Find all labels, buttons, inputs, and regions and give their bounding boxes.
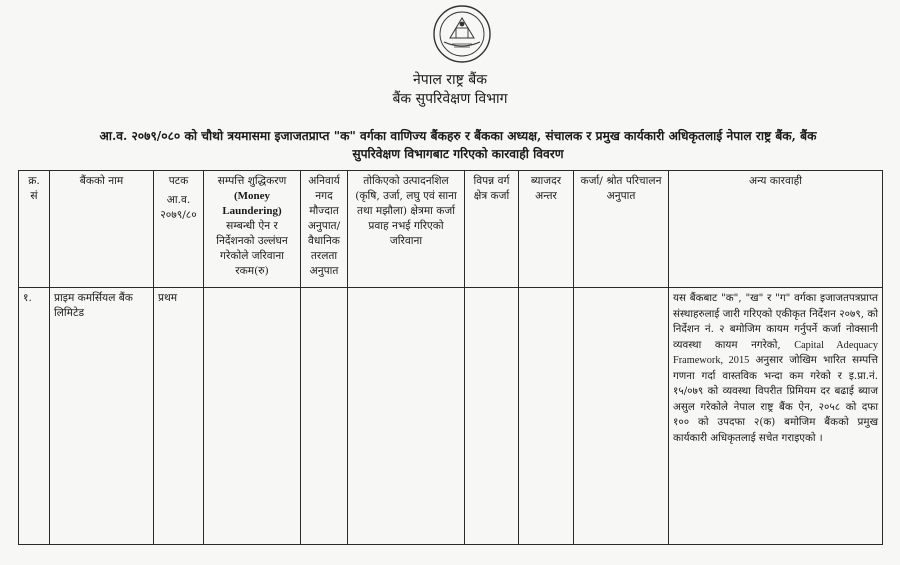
col-header-money-laundering: [204, 171, 301, 288]
col-header-interest-spread: ब्याजदर अन्तर: [519, 171, 574, 288]
cell-cd-ratio: [574, 288, 669, 545]
aml-description: सम्बन्धी ऐन र निर्देशनको उल्लंघन गरेकोले जरिवाना रकम(रु): [216, 220, 288, 277]
col-header-other-action: अन्य कारवाही: [669, 171, 883, 288]
col-header-cd-ratio: कर्जा/ श्रोत परिचालन अनुपात: [574, 171, 669, 288]
aml-title: सम्पत्ति शुद्धिकरण: [217, 175, 287, 187]
cell-sn: १.: [19, 288, 50, 545]
nrb-seal-logo: [432, 4, 492, 64]
cell-aml: [204, 288, 301, 545]
col-header-period: [154, 171, 204, 288]
col-header-sn: क्र. सं: [19, 171, 50, 288]
col-header-bank-name: बैंकको नाम: [50, 171, 154, 288]
org-name: नेपाल राष्ट्र बैंक: [412, 72, 487, 88]
col-header-productive-sector: तोकिएको उत्पादनशिल (कृषि, उर्जा, लघु एवं साना तथा मझौला) क्षेत्रमा कर्जा प्रवाह नभई गरिएको जरिवाना: [348, 171, 465, 288]
action-table: [18, 170, 883, 545]
cell-period: प्रथम: [154, 288, 204, 545]
report-title-line1: आ.व. २०७९/०८० को चौथो त्रयमासमा इजाजतप्राप्त "क" वर्गका वाणिज्य बैंकहरु र बैंकका अध्यक्ष, संचालक र प्रमुख कार्यकारी अधिकृतलाई नेपाल राष्ट्र बैंक, बैंक: [99, 129, 817, 143]
aml-english: (Money Laundering): [222, 190, 282, 217]
cell-deprived: [465, 288, 519, 545]
remark-text-part1: यस बैंकबाट "क", "ख" र "ग" वर्गका इजाजतपत्रप्राप्त संस्थाहरुलाई जारी गरिएको एकीकृत निर्देशन २०७९, को निर्देशन नं. २ बमोजिम कायम गर्नुपर्ने कर्जा नोक्सानी व्यवस्था कायम नगरेको,: [673, 292, 878, 351]
col-header-crr-slr: अनिवार्य नगद मौज्दात अनुपात/ वैधानिक तरलता अनुपात: [301, 171, 348, 288]
cell-crr: [301, 288, 348, 545]
remark-text-part2: अनुसार जोखिम भारित सम्पत्ति गणना गर्दा वास्तविक भन्दा कम गरेको र इ.प्रा.नं. १५/०७९ को व्यवस्था विपरीत प्रिमियम दर बढाई ब्याज असुल गरेकोले नेपाल राष्ट्र बैंक ऐन, २०५८ को दफा १०० को उपदफा २(क) बमोजिम बैंकको प्रमुख कार्यकारी अधिकृतलाई सचेत गराइएको ।: [673, 354, 878, 444]
table-header-row: [19, 171, 883, 288]
cell-bank-name: प्राइम कमर्सियल बैंक लिमिटेड: [50, 288, 154, 545]
period-fiscal-year: आ.व. २०७९/८०: [160, 194, 197, 221]
period-label: पटक: [168, 175, 189, 187]
col-header-deprived-sector: विपन्न वर्ग क्षेत्र कर्जा: [465, 171, 519, 288]
cell-spread: [519, 288, 574, 545]
report-title-line2: सुपरिवेक्षण विभागबाट गरिएको कारवाही विवरण: [352, 147, 564, 161]
remark-text-english: Capital Adequacy Framework, 2015: [673, 339, 878, 366]
department-name: बैंक सुपरिवेक्षण विभाग: [392, 91, 508, 107]
cell-productive: [348, 288, 465, 545]
table-row: [19, 288, 883, 545]
cell-other-action: [669, 288, 883, 545]
